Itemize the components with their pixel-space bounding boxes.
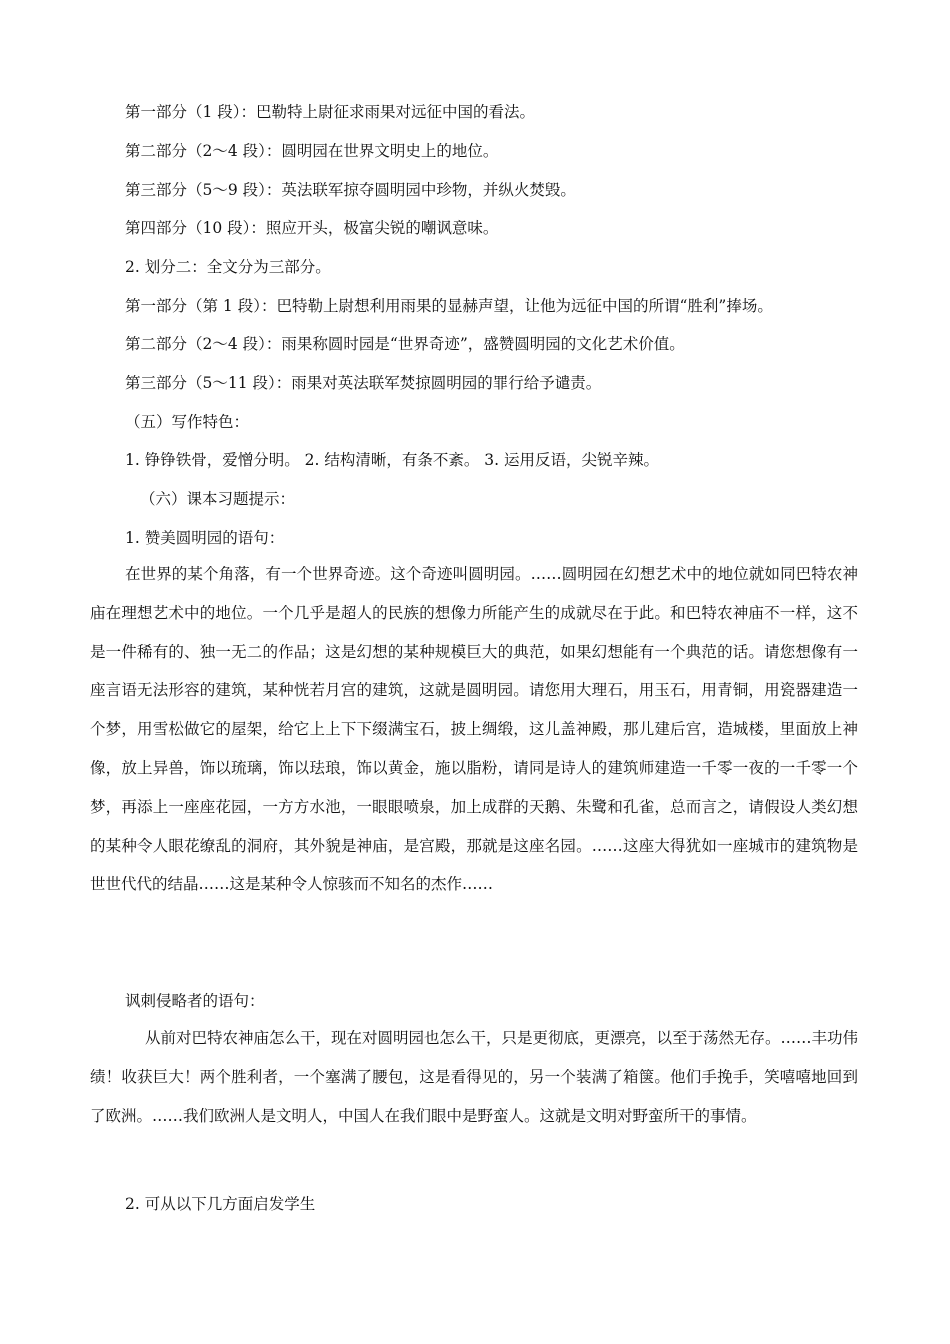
- exercises-heading: （六）课本习题提示：: [140, 490, 296, 508]
- part1-line-1: 第一部分（1 段）：巴勒特上尉征求雨果对远征中国的看法。: [125, 103, 536, 121]
- part1-line-2: 第二部分（2～4 段）：圆明园在世界文明史上的地位。: [125, 142, 499, 160]
- satire-heading: 讽刺侵略者的语句：: [125, 992, 265, 1010]
- features-items: 1. 铮铮铁骨，爱憎分明。 2. 结构清晰，有条不紊。 3. 运用反语，尖锐辛辣。: [125, 451, 660, 469]
- item-2: 2. 可从以下几方面启发学生: [125, 1195, 316, 1213]
- part2-line-1: 第一部分（第 1 段）：巴特勒上尉想利用雨果的显赫声望，让他为远征中国的所谓“胜利”捧场。: [125, 297, 773, 315]
- features-heading: （五）写作特色：: [125, 413, 250, 431]
- part2-line-3: 第三部分（5～11 段）：雨果对英法联军焚掠圆明园的罪行给予谴责。: [125, 374, 602, 392]
- part2-line-2: 第二部分（2～4 段）：雨果称圆时园是“世界奇迹”，盛赞圆明园的文化艺术价值。: [125, 335, 685, 353]
- division2-heading: 2. 划分二：全文分为三部分。: [125, 258, 331, 276]
- part1-line-3: 第三部分（5～9 段）：英法联军掠夺圆明园中珍物，并纵火焚毁。: [125, 181, 576, 199]
- praise-heading: 1. 赞美圆明园的语句：: [125, 529, 285, 547]
- praise-text: 在世界的某个角落，有一个世界奇迹。这个奇迹叫圆明园。……圆明园在幻想艺术中的地位就如同巴特农神庙在理想艺术中的地位。一个几乎是超人的民族的想像力所能产生的成就尽在于此。和巴特农神庙不一样，这不是一件稀有的、独一无二的作品；这是幻想的某种规模巨大的典范，如果幻想能有一个典范的话。请您想像有一座言语无法形容的建筑，某种恍若月宫的建筑，这就是圆明园。请您用大理石，用玉石，用青铜，用瓷器建造一个梦，用雪松做它的屋架，给它上上下下缀满宝石，披上绸缎，这儿盖神殿，那儿建后宫，造城楼，里面放上神像，放上异兽，饰以琉璃，饰以珐琅，饰以黄金，施以脂粉，请同是诗人的建筑师建造一千零一夜的一千零一个梦，再添上一座座花园，一方方水池，一眼眼喷泉，加上成群的天鹅、朱鹭和孔雀，总而言之，请假设人类幻想的某种令人眼花缭乱的洞府，其外貌是神庙，是宫殿，那就是这座名园。……这座大得犹如一座城市的建筑物是世世代代的结晶……这是某种令人惊骇而不知名的杰作……: [90, 565, 858, 894]
- part1-line-4: 第四部分（10 段）：照应开头，极富尖锐的嘲讽意味。: [125, 219, 499, 237]
- satire-text: 从前对巴特农神庙怎么干，现在对圆明园也怎么干，只是更彻底，更漂亮，以至于荡然无存。……丰功伟绩！收获巨大！两个胜利者，一个塞满了腰包，这是看得见的，另一个装满了箱箧。他们手挽手，笑嘻嘻地回到了欧洲。……我们欧洲人是文明人，中国人在我们眼中是野蛮人。这就是文明对野蛮所干的事情。: [90, 1029, 859, 1125]
